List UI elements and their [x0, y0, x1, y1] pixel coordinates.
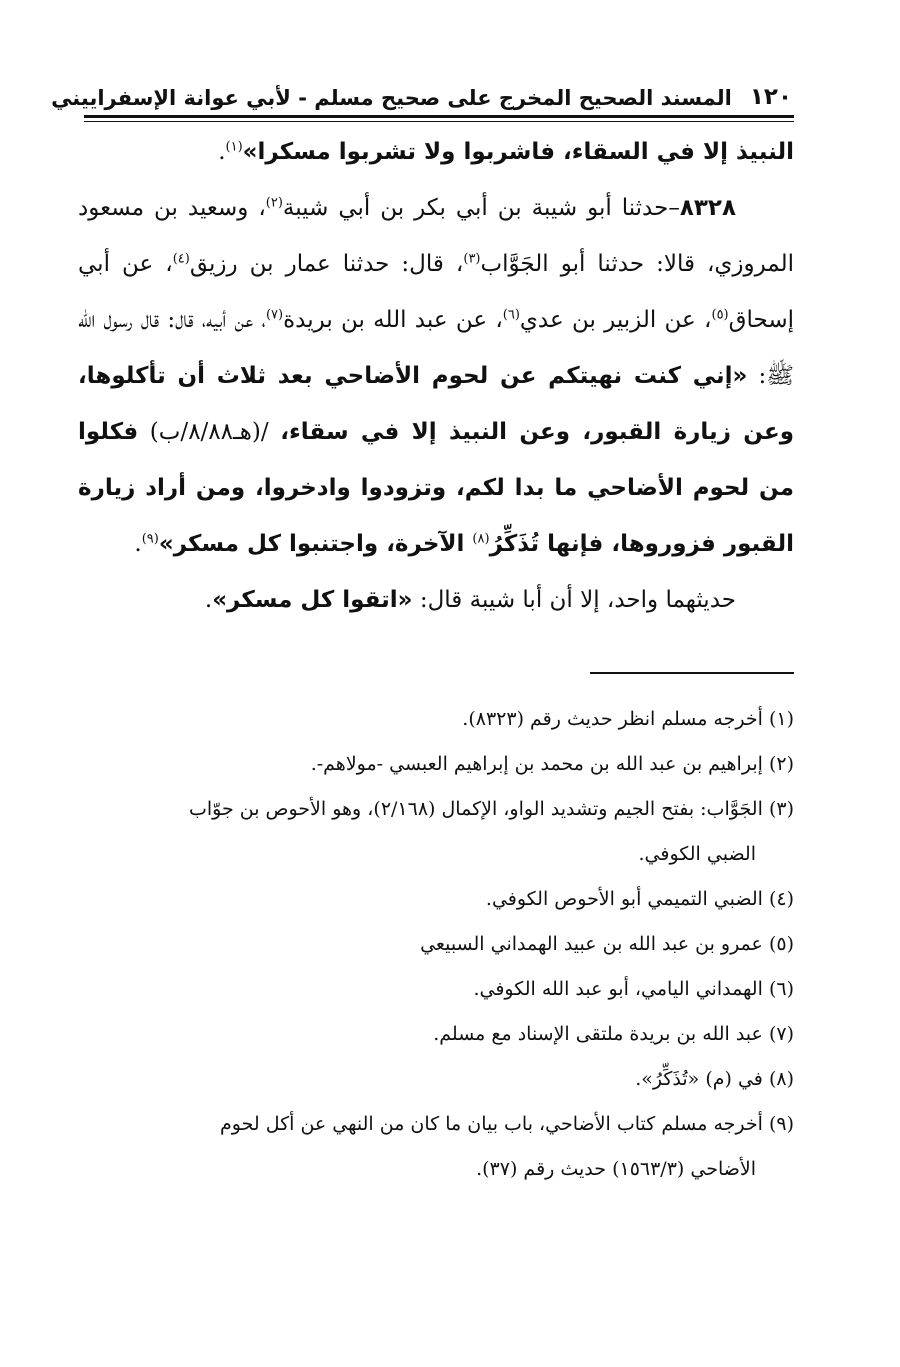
- isnad-part-d: ، عن أبي إسحاق: [78, 251, 794, 333]
- hadith-number: ٨٣٢٨: [679, 195, 736, 221]
- footnote-number: (٥): [768, 933, 794, 955]
- header-rule-thin: [84, 121, 794, 122]
- footnote-number: (٩): [768, 1113, 794, 1135]
- footnote-ref-5: (٥): [711, 307, 729, 323]
- footnote-number: (٤): [768, 888, 794, 910]
- footnote-number: (١): [768, 708, 794, 730]
- footnotes: [78, 697, 794, 1192]
- paragraph-1-tail: .: [218, 139, 226, 165]
- footnote-text: الجَوَّاب: بفتح الجيم وتشديد الواو، الإكمال (٢/١٦٨)، وهو الأحوص بن جوّاب: [188, 798, 763, 820]
- footnote-text: إبراهيم بن عبد الله بن محمد بن إبراهيم العبسي -مولاهم-.: [310, 753, 763, 775]
- footnote-ref-6: (٦): [502, 307, 520, 323]
- footnote-separator: [590, 672, 794, 674]
- manuscript-reference: /(هـ٨/٨٨/ب): [138, 419, 281, 445]
- page-number: ١٢٠: [749, 84, 792, 110]
- footnote-item: [78, 967, 794, 1012]
- footnote-text: عبد الله بن بريدة ملتقى الإسناد مع مسلم.: [433, 1023, 763, 1045]
- main-text: [78, 124, 794, 628]
- header-rule-thick: [84, 115, 794, 118]
- footnote-text: عمرو بن عبد الله بن عبيد الهمداني السبيعي: [420, 933, 763, 955]
- footnote-number: (٣): [768, 798, 794, 820]
- header-title: المسند الصحيح المخرج على صحيح مسلم - لأبي عوانة الإسفراييني: [51, 86, 732, 110]
- isnad-part-b: ، وسعيد بن مسعود المروزي، قالا: حدثنا أبو الجَوَّاب: [78, 195, 794, 277]
- footnote-continuation: الضبي الكوفي.: [638, 843, 756, 865]
- footnote-ref-7: (٧): [265, 307, 284, 323]
- footnote-ref-8: (٨): [472, 531, 490, 547]
- footnote-continuation: الأضاحي (١٥٦٣/٣) حديث رقم (٣٧).: [476, 1158, 756, 1180]
- paragraph-3-tail: .: [204, 587, 213, 613]
- isnad-part-c: ، قال: حدثنا عمار بن رزيق: [189, 251, 464, 277]
- paragraph-1: [78, 124, 794, 180]
- footnote-text: في (م) «تُذَكِّرُ».: [635, 1068, 763, 1090]
- footnote-ref-1: (١): [225, 139, 243, 155]
- isnad-part-a: –حدثنا أبو شيبة بن أبي بكر بن أبي شيبة: [282, 195, 680, 221]
- variant-quote: «اتقوا كل مسكر»: [212, 587, 413, 613]
- footnote-item: [78, 1057, 794, 1102]
- paragraph-3: [78, 572, 794, 628]
- footnote-ref-4: (٤): [172, 251, 190, 267]
- footnote-number: (٧): [768, 1023, 794, 1045]
- footnote-text: أخرجه مسلم كتاب الأضاحي، باب بيان ما كان من النهي عن أكل لحوم: [220, 1113, 763, 1135]
- footnote-item: [78, 787, 794, 877]
- variant-note: حديثهما واحد، إلا أن أبا شيبة قال:: [412, 587, 736, 613]
- matn-part-a: «إني كنت نهيتكم عن لحوم الأضاحي بعد ثلاث أن تأكلوها، وعن زيارة القبور، وعن النبيذ إلا في سقاء،: [78, 363, 795, 445]
- running-header: [51, 68, 792, 110]
- footnote-number: (٢): [768, 753, 794, 775]
- paragraph-2-tail: .: [134, 531, 142, 557]
- footnote-item: [78, 922, 794, 967]
- footnote-ref-2: (٢): [265, 195, 283, 211]
- isnad-part-g: ، عن أبيه، قال: قال رسول الله ﷺ:: [78, 307, 794, 389]
- isnad-part-e: ، عن الزبير بن عدي: [519, 307, 712, 333]
- paragraph-2: [78, 180, 794, 572]
- footnote-item: [78, 1102, 794, 1192]
- footnote-item: [78, 1012, 794, 1057]
- footnote-item: [78, 877, 794, 922]
- footnote-number: (٦): [768, 978, 794, 1000]
- footnote-number: (٨): [768, 1068, 794, 1090]
- footnote-text: الهمداني اليامي، أبو عبد الله الكوفي.: [473, 978, 763, 1000]
- footnote-text: الضبي التميمي أبو الأحوص الكوفي.: [485, 888, 763, 910]
- footnote-text: أخرجه مسلم انظر حديث رقم (٨٣٢٣).: [462, 708, 763, 730]
- matn-part-c: الآخرة، واجتنبوا كل مسكر»: [158, 531, 473, 557]
- footnote-item: [78, 697, 794, 742]
- isnad-part-f: ، عن عبد الله بن بريدة: [283, 307, 503, 333]
- footnote-ref-9: (٩): [141, 531, 159, 547]
- hadith-text-continuation: النبيذ إلا في السقاء، فاشربوا ولا تشربوا مسكرا»: [242, 139, 794, 165]
- footnote-ref-3: (٣): [463, 251, 481, 267]
- matn-part-b: فكلوا من لحوم الأضاحي ما بدا لكم، وتزودوا وادخروا، ومن أراد زيارة القبور فزوروها، فإنها تُذَكِّرُ: [78, 419, 794, 557]
- footnote-item: [78, 742, 794, 787]
